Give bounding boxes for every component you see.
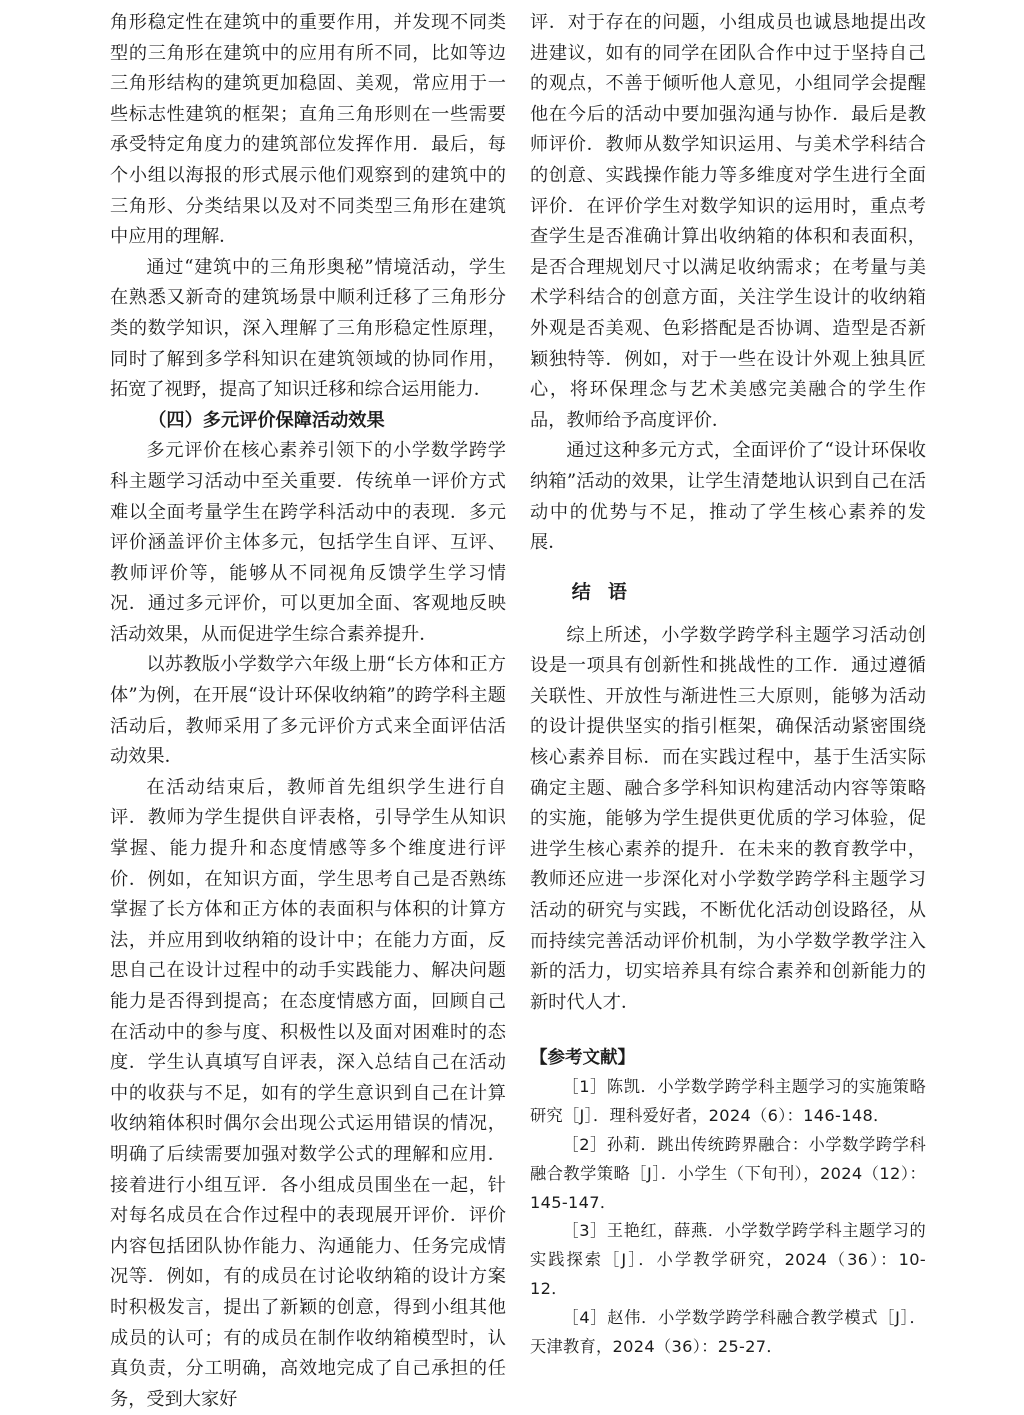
paragraph-triangle-stability: 角形稳定性在建筑中的重要作用，并发现不同类型的三角形在建筑中的应用有所不同，比如等边三角形结构的建筑更加稳固、美观，常应用于一些标志性建筑的框架；直角三角形则在一些需要承受特定角度力的建筑部位发挥作用．最后，每个小组以海报的形式展示他们观察到的建筑中的三角形、分类结果以及对不同类型三角形在建筑中应用的理解． xyxy=(110,12,506,248)
paragraph-evaluation-summary: 通过这种多元方式，全面评价了“设计环保收纳箱”活动的效果，让学生清楚地认识到自己在活动中的优势与不足，推动了学生核心素养的发展． xyxy=(530,440,926,554)
reference-item: ［3］王艳红，薛燕．小学数学跨学科主题学习的实践探索［J］．小学教学研究，2024（36）：10-12． xyxy=(530,1221,926,1298)
references-title: 【参考文献】 xyxy=(530,1048,635,1069)
reference-item: ［1］陈凯．小学数学跨学科主题学习的实施策略研究［J］．理科爱好者，2024（6）：146-148． xyxy=(530,1077,926,1126)
paragraph-teacher-evaluation: 评．对于存在的问题，小组成员也诚恳地提出改进建议，如有的同学在团队合作中过于坚持自己的观点，不善于倾听他人意见，小组同学会提醒他在今后的活动中要加强沟通与协作．最后是教师评价．教师从数学知识运用、与美术学科结合的创意、实践操作能力等多维度对学生进行全面评价．在评价学生对数学知识的运用时，重点考查学生是否准确计算出收纳箱的体积和表面积，是否合理规划尺寸以满足收纳需求；在考量与美术学科结合的创意方面，关注学生设计的收纳箱外观是否美观、色彩搭配是否协调、造型是否新颖独特等．例如，对于一些在设计外观上独具匠心，将环保理念与艺术美感完美融合的学生作品，教师给予高度评价． xyxy=(530,12,926,431)
references-section xyxy=(530,1044,926,1361)
paragraph-situational-activity: 通过“建筑中的三角形奥秘”情境活动，学生在熟悉又新奇的建筑场景中顺利迁移了三角形分类的数学知识，深入理解了三角形稳定性原理，同时了解到多学科知识在建筑领域的协同作用，拓宽了视野，提高了知识迁移和综合运用能力． xyxy=(110,256,506,401)
left-column xyxy=(110,8,506,1415)
paragraph-example-cuboid: 以苏教版小学数学六年级上册“长方体和正方体”为例，在开展“设计环保收纳箱”的跨学科主题活动后，教师采用了多元评价方式来全面评估活动效果． xyxy=(110,654,506,768)
reference-item: ［4］赵伟．小学数学跨学科融合教学模式［J］．天津教育，2024（36）：25-27． xyxy=(530,1307,926,1356)
paragraph-conclusion: 综上所述，小学数学跨学科主题学习活动创设是一项具有创新性和挑战性的工作．通过遵循关联性、开放性与渐进性三大原则，能够为活动的设计提供坚实的指引框架，确保活动紧密围绕核心素养目标．而在实践过程中，基于生活实际确定主题、融合多学科知识构建活动内容等策略的实施，能够为学生提供更优质的学习体验，促进学生核心素养的提升．在未来的教育教学中，教师还应进一步深化对小学数学跨学科主题学习活动的研究与实践，不断优化活动创设路径，从而持续完善活动评价机制，为小学数学教学注入新的活力，切实培养具有综合素养和创新能力的新时代人才． xyxy=(530,624,926,1013)
paragraph-self-and-peer-evaluation: 在活动结束后，教师首先组织学生进行自评．教师为学生提供自评表格，引导学生从知识掌握、能力提升和态度情感等多个维度进行评价．例如，在知识方面，学生思考自己是否熟练掌握了长方体和正方体的表面积与体积的计算方法，并应用到收纳箱的设计中；在能力方面，反思自己在设计过程中的动手实践能力、解决问题能力是否得到提高；在态度情感方面，回顾自己在活动中的参与度、积极性以及面对困难时的态度．学生认真填写自评表，深入总结自己在活动中的收获与不足，如有的学生意识到自己在计算收纳箱体积时偶尔会出现公式运用错误的情况，明确了后续需要加强对数学公式的理解和应用．接着进行小组互评．各小组成员围坐在一起，针对每名成员在合作过程中的表现展开评价．评价内容包括团队协作能力、沟通能力、任务完成情况等．例如，有的成员在讨论收纳箱的设计方案时积极发言，提出了新颖的创意，得到小组其他成员的认可；有的成员在制作收纳箱模型时，认真负责，分工明确，高效地完成了自己承担的任务，受到大家好 xyxy=(110,776,506,1410)
conclusion-heading: 结语 xyxy=(571,580,644,603)
reference-item: ［2］孙莉．跳出传统跨界融合：小学数学跨学科融合教学策略［J］．小学生（下旬刊），2024（12）：145-147． xyxy=(530,1135,926,1212)
paragraph-evaluation-importance: 多元评价在核心素养引领下的小学数学跨学科主题学习活动中至关重要．传统单一评价方式难以全面考量学生在跨学科活动中的表现．多元评价涵盖评价主体多元，包括学生自评、互评、教师评价等，能够从不同视角反馈学生学习情况．通过多元评价，可以更加全面、客观地反映活动效果，从而促进学生综合素养提升． xyxy=(110,440,506,645)
right-column xyxy=(530,8,926,1361)
section-heading-multi-evaluation: （四）多元评价保障活动效果 xyxy=(148,409,385,431)
